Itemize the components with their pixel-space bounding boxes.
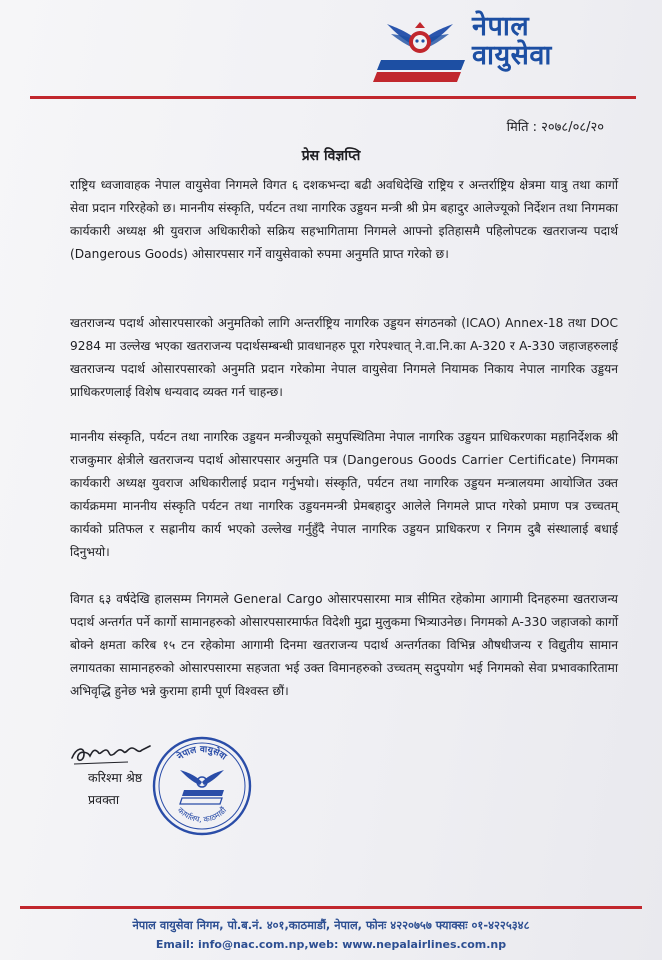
footer-contact: Email: info@nac.com.np,web: www.nepalairlines.com.np — [155, 938, 507, 951]
svg-text:कार्यालय, काठमाडौं: कार्यालय, काठमाडौं — [175, 805, 229, 825]
airline-wordmark: नेपाल वायुसेवा — [472, 11, 552, 71]
footer-address: नेपाल वायुसेवा निगम, पो.ब.नं. ४०१,काठमाडौं, नेपाल, फोनः ४२२०७५७ फ्याक्सः ०१-४२२५३४८ — [132, 918, 530, 932]
winged-emblem-icon — [385, 18, 455, 64]
footer-divider — [20, 906, 642, 909]
signatory-role: प्रवक्ता — [88, 792, 120, 807]
date: मिति : २०७८/०८/२० — [506, 120, 604, 135]
svg-text:नेपाल वायुसेवा: नेपाल वायुसेवा — [175, 744, 229, 763]
logo-stripe — [373, 60, 465, 82]
official-stamp — [150, 734, 254, 838]
handwritten-signature — [68, 736, 154, 770]
signatory-name: करिश्मा श्रेष्ठ — [88, 770, 143, 785]
header-divider — [30, 96, 636, 99]
paragraph-2: खतराजन्य पदार्थ ओसारपसारको अनुमतिको लागि अन्तर्राष्ट्रिय नागरिक उड्डयन संगठनको (ICAO) Annex-18 तथा DOC 9284 मा उल्लेख भएका खतराजन्य पदार्थसम्बन्धी प्रावधानहरु पूरा गरेपश्चात् ने.वा.नि.का A-320 र A-330 जहाजहरुलाई खतराजन्य पदार्थ ओसारपसारको अनुमति प्रदान गरेकोमा नेपाल वायुसेवा निगमले नियामक निकाय नेपाल नागरिक उड्डयन प्राधिकरणलाई विशेष धन्यवाद व्यक्त गर्न चाहन्छ। — [70, 316, 618, 399]
paragraph-4: विगत ६३ वर्षदेखि हालसम्म निगमले General Cargo ओसारपसारमा मात्र सीमित रहेकोमा आगामी दिनहरुमा खतराजन्य पदार्थ अन्तर्गत पर्ने कार्गो सामानहरुको ओसारपसारमार्फत विदेशी मुद्रा मुलुकमा भित्र्याउनेछ। निगमको A-330 जहाजको कार्गो बोक्ने क्षमता करिब १५ टन रहेकोमा आगामी दिनमा खतराजन्य पदार्थ अन्तर्गतका विभिन्न औषधीजन्य र विद्युतीय सामान लगायतका सामानहरुको ओसारपसारमा सहजता भई उक्त विमानहरुको उच्चतम् सदुपयोग भई निगमको सेवा प्रभावकारितामा अभिवृद्धि हुनेछ भन्ने कुरामा हामी पूर्ण विश्वस्त छौं। — [70, 592, 618, 698]
signatory-block — [88, 767, 142, 811]
page-title: प्रेस विज्ञप्ति — [301, 148, 361, 164]
paragraph-3: माननीय संस्कृति, पर्यटन तथा नागरिक उड्डयन मन्त्रीज्यूको समुपस्थितिमा नेपाल नागरिक उड्डयन प्राधिकरणका महानिर्देशक श्री राजकुमार क्षेत्रीले खतराजन्य पदार्थ ओसारपसार अनुमति पत्र (Dangerous Goods Carrier Certificate) निगमका कार्यकारी अध्यक्ष युवराज अधिकारीलाई प्रदान गर्नुभयो। संस्कृति, पर्यटन तथा नागरिक उड्डयन मन्त्रालयमा आयोजित उक्त कार्यक्रममा माननीय संस्कृति पर्यटन तथा नागरिक उड्डयनमन्त्री प्रेमबहादुर आलेले निगमले प्राप्त गरेको प्रमाण पत्र उच्चतम् कार्यको प्रतिफल र सह्रानीय कार्य भएको उल्लेख गर्नुहुँदै नेपाल नागरिक उड्डयन प्राधिकरण र निगम दुबै संस्थालाई बधाई दिनुभयो। — [70, 430, 618, 559]
paragraph-1: राष्ट्रिय ध्वजावाहक नेपाल वायुसेवा निगमले विगत ६ दशकभन्दा बढी अवधिदेखि राष्ट्रिय र अन्तर्राष्ट्रिय क्षेत्रमा यात्रु तथा कार्गो सेवा प्रदान गरिरहेको छ। माननीय संस्कृति, पर्यटन तथा नागरिक उड्डयन मन्त्री श्री प्रेम बहादुर आलेज्यूको निर्देशन तथा निगमका कार्यकारी अध्यक्ष श्री युवराज अधिकारीको सक्रिय सहभागितामा निगमले आफ्नो इतिहासमै पहिलोपटक खतराजन्य पदार्थ (Dangerous Goods) ओसारपसार गर्ने वायुसेवाको रुपमा अनुमति प्राप्त गरेको छ। — [70, 178, 618, 261]
